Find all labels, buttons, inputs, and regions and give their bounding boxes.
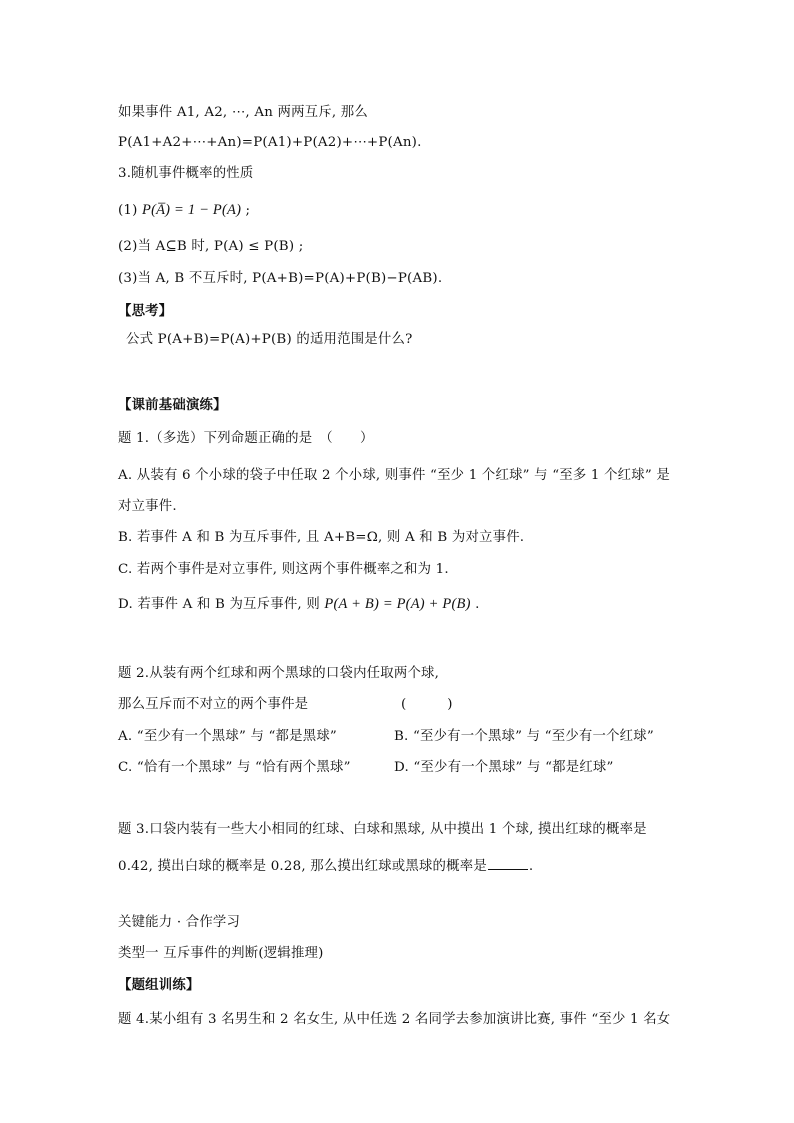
answer-blank[interactable] [488,857,528,870]
question-1-option-a-line-2: 对立事件. [118,499,177,514]
question-2-answer-paren: ( ) [401,697,453,712]
question-3-text: 0.42, 摸出白球的概率是 0.28, 那么摸出红球或黑球的概率是 [118,859,487,874]
question-2-line-2 [118,696,453,714]
question-1-option-d-formula: P(A + B) = P(A) + P(B) [324,596,471,612]
question-1-option-a-line-1: A. 从装有 6 个小球的袋子中任取 2 个小球, 则事件 “至少 1 个红球” 与 “至多 1 个红球” 是 [118,468,670,483]
section-type-one: 类型一 互斥事件的判断(逻辑推理) [118,946,324,961]
property-2: (2)当 A⊆B 时, P(A) ≤ P(B) ; [118,239,304,254]
question-4-line-1: 题 4.某小组有 3 名男生和 2 名女生, 从中任选 2 名同学去参加演讲比赛, 事件 “至少 1 名女 [118,1012,671,1027]
question-1-option-d-text: D. 若事件 A 和 B 为互斥事件, 则 [118,597,325,612]
question-3-line-1: 题 3.口袋内装有一些大小相同的红球、白球和黑球, 从中摸出 1 个球, 摸出红球的概率是 [118,822,647,837]
question-1-option-d [118,595,480,614]
question-2-options-row-2 [118,759,614,777]
question-2-option-d: D. “至少有一个黑球” 与 “都是红球” [394,760,614,775]
property-3: (3)当 A, B 不互斥时, P(A+B)=P(A)+P(B)−P(AB). [118,271,443,286]
section-key-ability: 关键能力 · 合作学习 [118,915,241,930]
question-1-title: 题 1.（多选）下列命题正确的是 （ ） [118,431,374,446]
question-1-option-d-end: . [470,597,480,612]
property-1-formula: P(A̅) = 1 − P(A) [142,202,242,218]
text-line-mutual-exclusive-events: 如果事件 A1, A2, ⋯, An 两两互斥, 那么 [118,105,368,120]
think-question: 公式 P(A+B)=P(A)+P(B) 的适用范围是什么? [126,332,413,347]
question-2-title: 题 2.从装有两个红球和两个黑球的口袋内任取两个球, [118,666,440,681]
think-heading: 【思考】 [118,303,173,319]
question-2-option-b: B. “至少有一个黑球” 与 “至少有一个红球” [394,729,654,744]
question-1-option-b: B. 若事件 A 和 B 为互斥事件, 且 A+B=Ω, 则 A 和 B 为对立事件. [118,530,525,545]
question-2-prompt: 那么互斥而不对立的两个事件是 [118,697,309,712]
formula-addition-rule: P(A1+A2+⋯+An)=P(A1)+P(A2)+⋯+P(An). [118,135,422,150]
question-2-options-row-1 [118,728,654,746]
group-training-heading: 【题组训练】 [118,977,200,993]
pre-class-practice-heading: 【课前基础演练】 [118,397,227,413]
question-2-option-c: C. “恰有一个黑球” 与 “恰有两个黑球” [118,760,351,775]
question-1-option-c: C. 若两个事件是对立事件, 则这两个事件概率之和为 1. [118,562,449,577]
property-1-prefix: (1) [118,203,143,218]
property-1-suffix: ; [241,203,251,218]
question-3-line-2 [118,857,533,876]
question-2-option-a: A. “至少有一个黑球” 与 “都是黑球” [118,729,337,744]
section-heading-properties: 3.随机事件概率的性质 [118,166,254,181]
question-3-end: . [528,859,534,874]
property-1 [118,201,250,220]
